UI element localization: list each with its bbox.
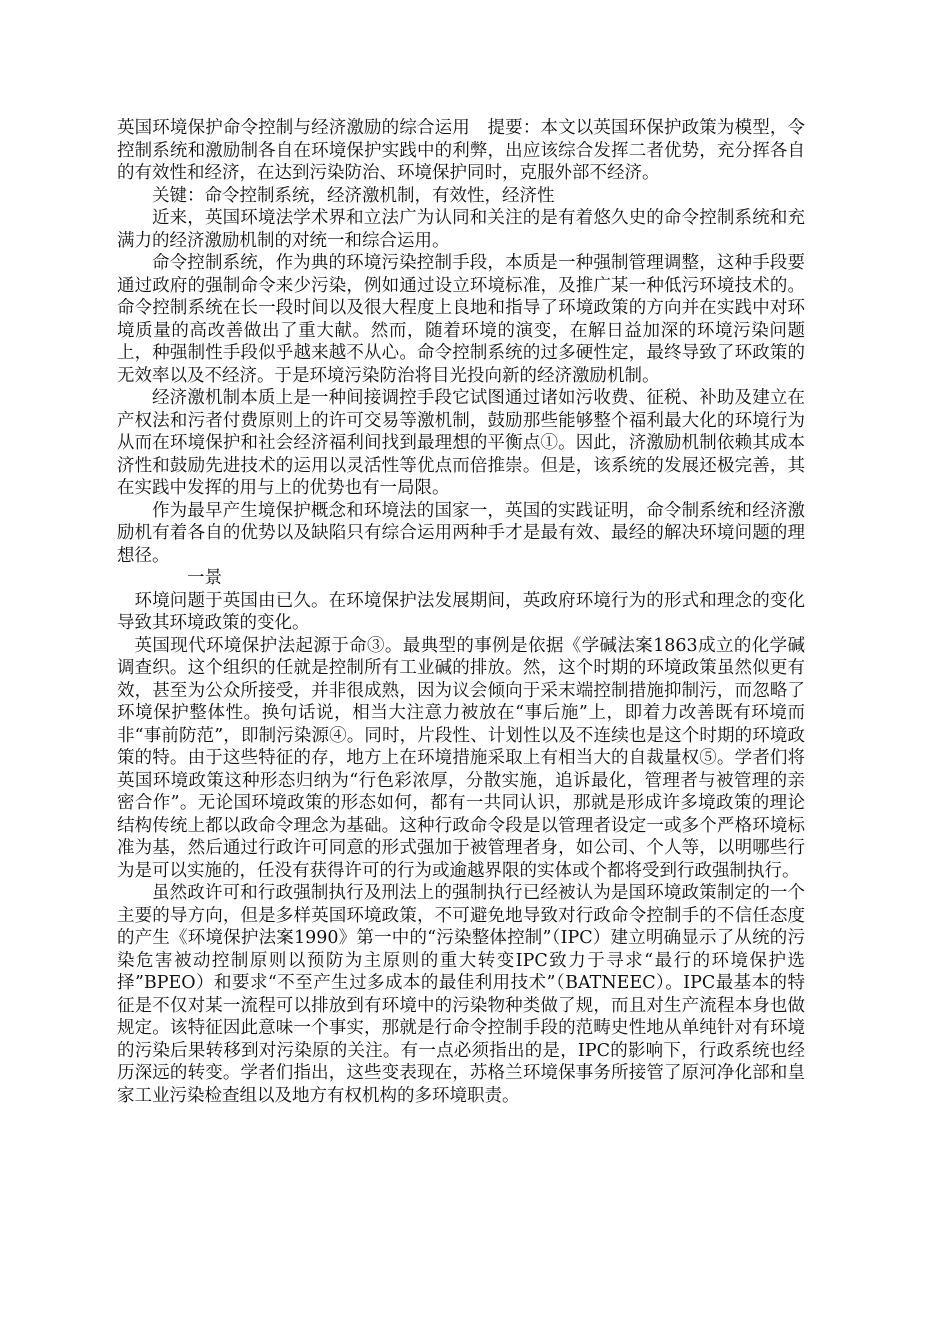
section-heading: 一景 [187, 568, 222, 588]
paragraph-ipc: 虽然政许可和行政强制执行及刑法上的强制执行已经被认为是国环境政策制定的一个主要的导方向，但是多样英国环境政策，不可避免地导致对行政命令控制手的不信任态度的产生《环境保护法案1990》第一中的“污染整体控制”（IPC）建立明确显示了从统的污染危害被动控制原则以预防为主原则的重大转变IPC致力于寻求“最行的环境保护选择”BPEO）和要求“不至产生过多成本的最佳利用技术”（BATNEEC）。IPC最基本的特征是不仅对某一流程可以排放到有环境中的污染物种类做了规，而且对生产流程本身也做规定。该特征因此意味一个事实，那就是行命令控制手段的范畴史性地从单纯针对有环境的污染后果转移到对污染原的关注。有一点必须指出的是，IPC的影响下，行政系统也经历深远的转变。学者们指出，这些变表现在，苏格兰环境保事务所接管了原河净化部和皇家工业污染检查组以及地方有权机构的多环境职责。 [117, 883, 805, 1106]
document-body [117, 117, 805, 1107]
keywords: 关键：命令控制系统，经济激机制，有效性，经济性 [152, 185, 555, 206]
paragraph-command-control: 命令控制系统，作为典的环境污染控制手段，本质是一种强制管理调整，这种手段要通过政府的强制命令来少污染，例如通过设立环境标准，及推广某一种低污环境技术的。命令控制系统在长一段时间以及很大程度上良地和指导了环境政策的方向并在实践中对环境质量的高改善做出了重大献。然而，随着环境的演变，在解日益加深的环境污染问题上，种强制性手段似乎越来越不从心。命令控制系统的过多硬性定，最终导致了环政策的无效率以及不经济。于是环境污染防治将目光投向新的经济激励机制。 [117, 253, 805, 386]
paragraph-uk-practice: 作为最早产生境保护概念和环境法的国家一，英国的实践证明，命令制系统和经济激励机有着各自的优势以及缺陷只有综合运用两种手才是最有效、最经的解决环境问题的理想径。 [117, 500, 805, 566]
paragraph-intro: 近来，英国环境法学术界和立法广为认同和关注的是有着悠久史的命令控制系统和充满力的经济激励机制的对统一和综合运用。 [117, 208, 805, 251]
paragraph-history: 英国现代环境保护法起源于命③。最典型的事例是依据《学碱法案1863成立的化学碱调查织。这个组织的任就是控制所有工业碱的排放。然，这个时期的环境政策虽然似更有效，甚至为公众所接受，并非很成熟，因为议会倾向于采末端控制措施抑制污，而忽略了环境保护整体性。换句话说，相当大注意力被放在“事后施”上，即着力改善既有环境而非“事前防范”，即制污染源④。同时，片段性、计划性以及不连续也是这个时期的环境政策的特。由于这些特征的存，地方上在环境措施采取上有相当大的自裁量权⑤。学者们将英国环境政策这种形态归纳为“行色彩浓厚，分散实施，追诉最化，管理者与被管理的亲密合作”。无论国环境政策的形态如何，都有一共同认识，那就是形成许多境政策的理论结构传统上都以政命令理念为基础。这种行政命令段是以管理者设定一或多个严格环境标准为基，然后通过行政许可同意的形式强加于被管理者身，如公司、个人等，以明哪些行为是可以实施的，任没有获得许可的行为或逾越界限的实体或个都将受到行政强制执行。 [117, 635, 805, 881]
paragraph-economic-incentive: 经济激机制本质上是一种间接调控手段它试图通过诸如污收费、征税、补助及建立在产权法和污者付费原则上的许可交易等激机制，鼓励那些能够整个福利最大化的环境行为从而在环境保护和社会经济福利间找到最理想的平衡点①。因此，济激励机制依赖其成本济性和鼓励先进技术的运用以灵活性等优点而倍推崇。但是，该系统的发展还极完善，其在实践中发挥的用与上的优势也有一局限。 [117, 388, 805, 498]
title-and-abstract: 英国环境保护命令控制与经济激励的综合运用 提要：本文以英国环保护政策为模型，令控制系统和激励制各自在环境保护实践中的利弊，出应该综合发挥二者优势，充分挥各自的有效性和经济，在达到污染防治、环境保护同时，克服外部不经济。 [117, 118, 805, 183]
paragraph-background: 环境问题于英国由已久。在环境保护法发展期间，英政府环境行为的形式和理念的变化导致其环境政策的变化。 [117, 590, 805, 633]
